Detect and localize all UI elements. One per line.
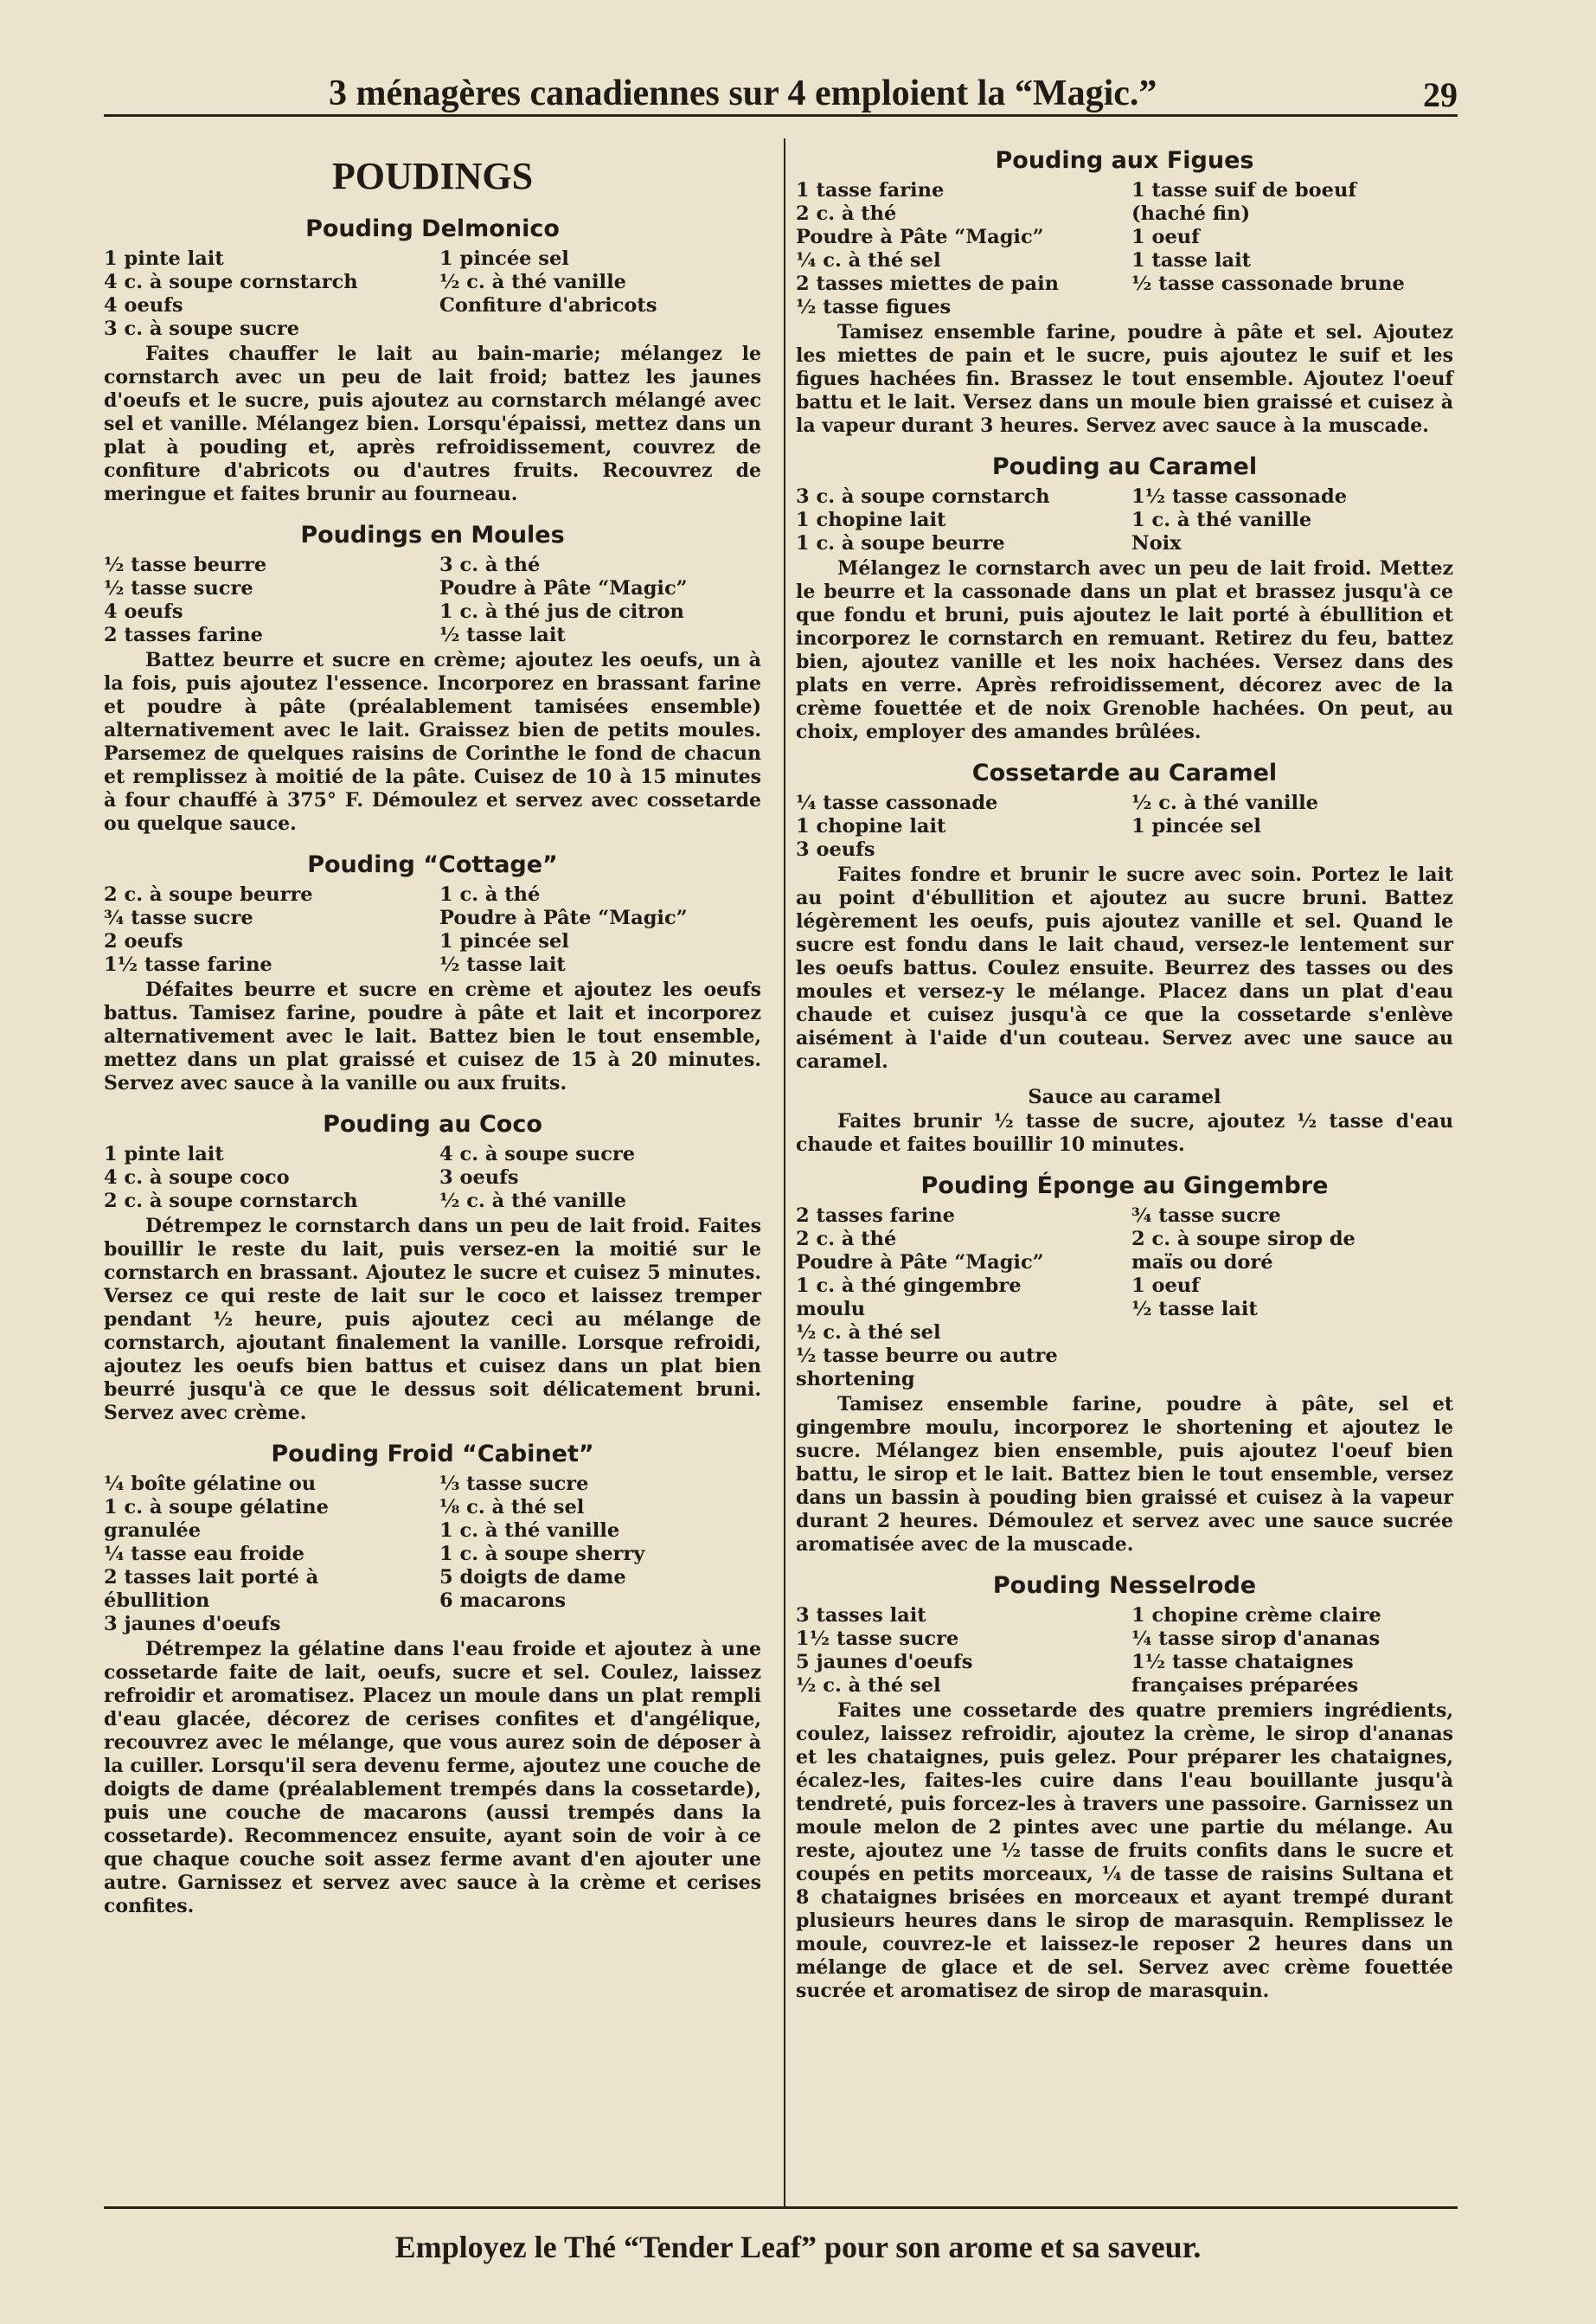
- recipe-title: Pouding au Coco: [323, 1111, 542, 1138]
- ingredient: [1131, 1321, 1453, 1345]
- ingredient-list: [796, 792, 1453, 862]
- ingredient: maïs ou doré: [1131, 1251, 1273, 1274]
- ingredient: 2 oeufs: [104, 930, 183, 953]
- ingredient: 2 tasses farine: [796, 1204, 955, 1227]
- ingredient: shortening: [796, 1368, 915, 1390]
- footer-rule: [104, 2206, 1458, 2209]
- ingredient: [439, 1613, 761, 1636]
- ingredient-list: [104, 554, 761, 647]
- ingredient: ¼ c. à thé sel: [796, 249, 941, 272]
- recipe: [104, 522, 761, 836]
- ingredient: 1 oeuf: [1131, 1274, 1200, 1297]
- ingredient: ½ c. à thé sel: [796, 1674, 941, 1697]
- ingredient: ½ tasse beurre ou autre: [796, 1345, 1058, 1367]
- ingredient: 3 c. à soupe sucre: [104, 318, 300, 340]
- ingredient: 3 jaunes d'oeufs: [104, 1613, 281, 1635]
- ingredient: Poudre à Pâte “Magic”: [439, 907, 688, 929]
- ingredient: 1 tasse lait: [1131, 249, 1252, 272]
- ingredient: 1 c. à thé vanille: [439, 1519, 620, 1542]
- ingredient: ½ tasse lait: [1131, 1298, 1258, 1320]
- ingredient: ¼ boîte gélatine ou: [104, 1473, 317, 1495]
- recipe-title: Pouding au Caramel: [991, 453, 1258, 480]
- left-column: [104, 138, 761, 1934]
- ingredient: 1½ tasse sucre: [796, 1627, 959, 1650]
- ingredient: 1 c. à soupe sherry: [439, 1543, 645, 1565]
- recipe-title: Cossetarde au Caramel: [971, 760, 1278, 786]
- page-number: 29: [1423, 75, 1458, 114]
- recipe: [104, 1111, 761, 1425]
- ingredient: ¼ tasse cassonade: [796, 792, 998, 814]
- ingredient: 1½ tasse cassonade: [1131, 485, 1348, 508]
- recipe-instructions: Détrempez la gélatine dans l'eau froide et ajoutez à une cossetarde faite de lait, oeufs, sucre et sel. Coulez, laissez refroidir et aromatisez. Placez un moule dans un plat rempli d'eau glacée, décorez de cerises confites et d'angélique, recouvrez avec le mélange, que vous aurez soin de déposer à la cuiller. Lorsqu'il sera devenu ferme, ajoutez une couche de doigts de dame (préalablement trempés dans la cossetarde), puis une couche de macarons (aussi trempés dans la cossetarde). Recommencez ensuite, ayant soin de voir à ce que chaque couche soit assez ferme avant d'en ajouter une autre. Garnissez et servez avec sauce à la crème et cerises confites.: [104, 1638, 761, 1917]
- ingredient: ½ c. à thé vanille: [439, 1190, 626, 1212]
- ingredient-list: [104, 1473, 761, 1636]
- recipe-title: Pouding Froid “Cabinet”: [271, 1441, 594, 1467]
- ingredient: 1 c. à thé jus de citron: [439, 600, 684, 623]
- recipe-title: Poudings en Moules: [300, 522, 565, 549]
- ingredient: Confiture d'abricots: [439, 294, 657, 317]
- recipe-title: Pouding Nesselrode: [992, 1572, 1257, 1599]
- ingredient: 2 tasses farine: [104, 624, 263, 646]
- ingredient: ébullition: [104, 1589, 210, 1612]
- ingredient: 1 tasse suif de boeuf: [1131, 179, 1357, 202]
- ingredient: ⅛ c. à thé sel: [439, 1496, 585, 1518]
- ingredient: ¾ tasse sucre: [104, 907, 253, 929]
- column-divider: [784, 138, 785, 2206]
- sauce-instructions: Faites brunir ½ tasse de sucre, ajoutez ½ tasse d'eau chaude et faites bouillir 10 minutes.: [796, 1110, 1453, 1156]
- recipe-title: Pouding aux Figues: [995, 147, 1254, 174]
- ingredient: ½ tasse figues: [796, 296, 952, 318]
- ingredient: françaises préparées: [1131, 1674, 1359, 1697]
- sauce-title: Sauce au caramel: [1028, 1086, 1221, 1108]
- recipe: [104, 851, 761, 1095]
- recipe: [104, 215, 761, 506]
- ingredient: ½ tasse sucre: [104, 577, 253, 600]
- ingredient: [1131, 1345, 1453, 1368]
- ingredient: 3 oeufs: [439, 1166, 519, 1189]
- ingredient: 1 pincée sel: [439, 930, 569, 953]
- ingredient: 2 c. à thé: [796, 1228, 897, 1250]
- recipe-instructions: Tamisez ensemble farine, poudre à pâte, sel et gingembre moulu, incorporez le shortening et ajoutez le sucre. Mélangez bien ensemble, puis ajoutez l'oeuf bien battu, le sirop et le lait. Battez bien le tout ensemble, versez dans un bassin à pouding bien graissé et cuisez à la vapeur durant 2 heures. Démoulez et servez avec une sauce sucrée aromatisée avec de la muscade.: [796, 1393, 1453, 1556]
- ingredient: (haché fin): [1131, 202, 1251, 225]
- ingredient: 1 pinte lait: [104, 247, 224, 270]
- ingredient: 1½ tasse farine: [104, 953, 272, 976]
- ingredient-list: [796, 1204, 1453, 1391]
- page-header: [104, 67, 1458, 119]
- ingredient: [439, 318, 761, 341]
- ingredient: 1 pinte lait: [104, 1143, 224, 1165]
- header-rule: [104, 114, 1458, 117]
- ingredient: 1 chopine lait: [796, 509, 946, 531]
- ingredient: 4 c. à soupe cornstarch: [104, 271, 358, 293]
- ingredient-list: [796, 1604, 1453, 1698]
- ingredient: 1 chopine crème claire: [1131, 1604, 1381, 1627]
- recipe-title: Pouding “Cottage”: [307, 851, 558, 878]
- recipe: [796, 1572, 1453, 2003]
- ingredient: 3 c. à thé: [439, 554, 541, 576]
- ingredient: ½ c. à thé vanille: [1131, 792, 1318, 814]
- right-column: [796, 138, 1453, 2019]
- ingredient: 4 c. à soupe sucre: [439, 1143, 636, 1165]
- ingredient: moulu: [796, 1298, 866, 1320]
- page-footer: Employez le Thé “Tender Leaf” pour son arome et sa saveur.: [394, 2230, 1202, 2264]
- ingredient: 1 tasse farine: [796, 179, 945, 202]
- ingredient: 1 c. à soupe gélatine: [104, 1496, 329, 1518]
- recipe: [104, 1441, 761, 1918]
- ingredient: [1131, 296, 1453, 319]
- ingredient: ¼ tasse sirop d'ananas: [1131, 1627, 1381, 1650]
- ingredient: ½ tasse cassonade brune: [1131, 273, 1405, 295]
- ingredient: [1131, 1368, 1453, 1391]
- recipe-instructions: Battez beurre et sucre en crème; ajoutez les oeufs, un à la fois, puis ajoutez l'essence. Incorporez en brassant farine et poudre à pâte (préalablement tamisées ensemble) alternativement avec le lait. Graissez bien de petits moules. Parsemez de quelques raisins de Corinthe le fond de chacun et remplissez à moitié de la pâte. Cuisez de 10 à 15 minutes à four chauffé à 375° F. Démoulez et servez avec cossetarde ou quelque sauce.: [104, 649, 761, 835]
- ingredient: 4 oeufs: [104, 294, 183, 317]
- ingredient: 1 oeuf: [1131, 226, 1200, 248]
- recipe-instructions: Faites chauffer le lait au bain-marie; mélangez le cornstarch avec un peu de lait froid; battez les jaunes d'oeufs et le sucre, puis ajoutez au cornstarch mélangé avec sel et vanille. Mélangez bien. Lorsqu'épaissi, mettez dans un plat à pouding et, après refroidissement, couvrez de confiture d'abricots ou d'autres fruits. Recouvrez de meringue et faites brunir au fourneau.: [104, 343, 761, 505]
- recipe: [796, 453, 1453, 744]
- ingredient-list: [104, 1143, 761, 1213]
- ingredient: 4 oeufs: [104, 600, 183, 623]
- recipe-instructions: Tamisez ensemble farine, poudre à pâte et sel. Ajoutez les miettes de pain et le sucre, puis ajoutez le suif et les figues hachées fin. Brassez le tout ensemble. Ajoutez l'oeuf battu et le lait. Versez dans un moule bien graissé et cuisez à la vapeur durant 3 heures. Servez avec sauce à la muscade.: [796, 321, 1453, 437]
- ingredient: ⅓ tasse sucre: [439, 1473, 589, 1495]
- recipe-title: Pouding Delmonico: [305, 215, 560, 242]
- ingredient-list: [796, 179, 1453, 319]
- ingredient-list: [104, 247, 761, 341]
- ingredient: Noix: [1131, 532, 1182, 555]
- ingredient: 2 c. à thé: [796, 202, 897, 225]
- ingredient: ½ c. à thé vanille: [439, 271, 626, 293]
- ingredient: 6 macarons: [439, 1589, 567, 1612]
- recipe: [796, 760, 1453, 1157]
- ingredient-list: [796, 485, 1453, 555]
- ingredient: ¼ tasse eau froide: [104, 1543, 304, 1565]
- section-title: POUDINGS: [331, 155, 534, 197]
- ingredient: 1 c. à thé vanille: [1131, 509, 1312, 531]
- ingredient: ½ tasse beurre: [104, 554, 267, 576]
- ingredient: 5 doigts de dame: [439, 1566, 626, 1589]
- ingredient: 2 c. à soupe beurre: [104, 883, 313, 906]
- ingredient: Poudre à Pâte “Magic”: [796, 226, 1044, 248]
- ingredient: 3 tasses lait: [796, 1604, 926, 1627]
- recipe-instructions: Défaites beurre et sucre en crème et ajoutez les oeufs battus. Tamisez farine, poudre à pâte et lait et incorporez alternativement avec le lait. Battez bien le tout ensemble, mettez dans un plat graissé et cuisez de 15 à 20 minutes. Servez avec sauce à la vanille ou aux fruits.: [104, 979, 761, 1095]
- ingredient: 2 tasses miettes de pain: [796, 273, 1059, 295]
- ingredient: 2 c. à soupe sirop de: [1131, 1228, 1356, 1250]
- header-title: 3 ménagères canadiennes sur 4 emploient la “Magic.”: [329, 74, 1157, 113]
- ingredient: 1 c. à thé: [439, 883, 541, 906]
- ingredient: 1 c. à soupe beurre: [796, 532, 1005, 555]
- ingredient: 3 oeufs: [796, 838, 875, 861]
- ingredient: 5 jaunes d'oeufs: [796, 1651, 973, 1673]
- ingredient: 1 pincée sel: [1131, 815, 1261, 838]
- recipe-instructions: Faites fondre et brunir le sucre avec soin. Portez le lait au point d'ébullition et ajoutez au sucre bruni. Battez légèrement les oeufs, puis ajoutez vanille et sel. Quand le sucre est fondu dans le lait chaud, versez-le lentement sur les oeufs battus. Coulez ensuite. Beurrez des tasses ou des moules et versez-y le mélange. Placez dans un plat d'eau chaude et cuisez jusqu'à ce que la cossetarde s'enlève aisément à l'aide d'un couteau. Servez avec une sauce au caramel.: [796, 863, 1453, 1073]
- recipe-instructions: Détrempez le cornstarch dans un peu de lait froid. Faites bouillir le reste du lait, puis versez-en la moitié sur le cornstarch en brassant. Ajoutez le sucre et cuisez 5 minutes. Versez ce qui reste de lait sur le coco et laissez tremper pendant ½ heure, puis ajoutez ceci au mélange de cornstarch, ajoutant finalement la vanille. Lorsque refroidi, ajoutez les oeufs bien battus et cuisez dans un plat bien beurré jusqu'à ce que le dessus soit délicatement bruni. Servez avec crème.: [104, 1215, 761, 1424]
- ingredient-list: [104, 883, 761, 977]
- ingredient: 3 c. à soupe cornstarch: [796, 485, 1050, 508]
- ingredient: 1 c. à thé gingembre: [796, 1274, 1022, 1297]
- ingredient: ½ c. à thé sel: [796, 1321, 941, 1344]
- ingredient: Poudre à Pâte “Magic”: [439, 577, 688, 600]
- ingredient: ½ tasse lait: [439, 624, 566, 646]
- ingredient: granulée: [104, 1519, 202, 1542]
- recipe: [796, 1172, 1453, 1557]
- ingredient: 4 c. à soupe coco: [104, 1166, 290, 1189]
- recipe: [796, 147, 1453, 438]
- recipe-instructions: Faites une cossetarde des quatre premiers ingrédients, coulez, laissez refroidir, ajoutez la crème, le sirop d'ananas et les chataignes, puis gelez. Pour préparer les chataignes, écalez-les, faites-les cuire dans l'eau bouillante jusqu'à tendreté, puis forcez-les à travers une passoire. Garnissez un moule melon de 2 pintes avec une partie du mélange. Au reste, ajoutez une ½ tasse de fruits confits dans le sucre et coupés en petits morceaux, ¼ de tasse de raisins Sultana et 8 chataignes brisées en morceaux et ayant trempé durant plusieurs heures dans le sirop de marasquin. Remplissez le moule, couvrez-le et laissez-le reposer 2 heures dans un mélange de glace et de sel. Servez avec crème fouettée sucrée et aromatisez de sirop de marasquin.: [796, 1699, 1453, 2002]
- ingredient: 1 pincée sel: [439, 247, 569, 270]
- ingredient: 1 chopine lait: [796, 815, 946, 838]
- ingredient: 2 tasses lait porté à: [104, 1566, 319, 1589]
- ingredient: ¾ tasse sucre: [1131, 1204, 1281, 1227]
- ingredient: 2 c. à soupe cornstarch: [104, 1190, 358, 1212]
- ingredient: [1131, 838, 1453, 862]
- ingredient: Poudre à Pâte “Magic”: [796, 1251, 1044, 1274]
- ingredient: ½ tasse lait: [439, 953, 566, 976]
- recipe-title: Pouding Éponge au Gingembre: [920, 1172, 1329, 1199]
- ingredient: 1½ tasse chataignes: [1131, 1651, 1354, 1673]
- recipe-instructions: Mélangez le cornstarch avec un peu de lait froid. Mettez le beurre et la cassonade dans un plat et brassez jusqu'à ce que fondu et bruni, puis ajoutez le lait porté à ébullition et incorporez le cornstarch en remuant. Retirez du feu, battez bien, ajoutez vanille et les noix hachées. Versez dans des plats en verre. Après refroidissement, décorez avec de la crème fouettée et de noix Grenoble hachées. On peut, au choix, employer des amandes brûlées.: [796, 557, 1453, 743]
